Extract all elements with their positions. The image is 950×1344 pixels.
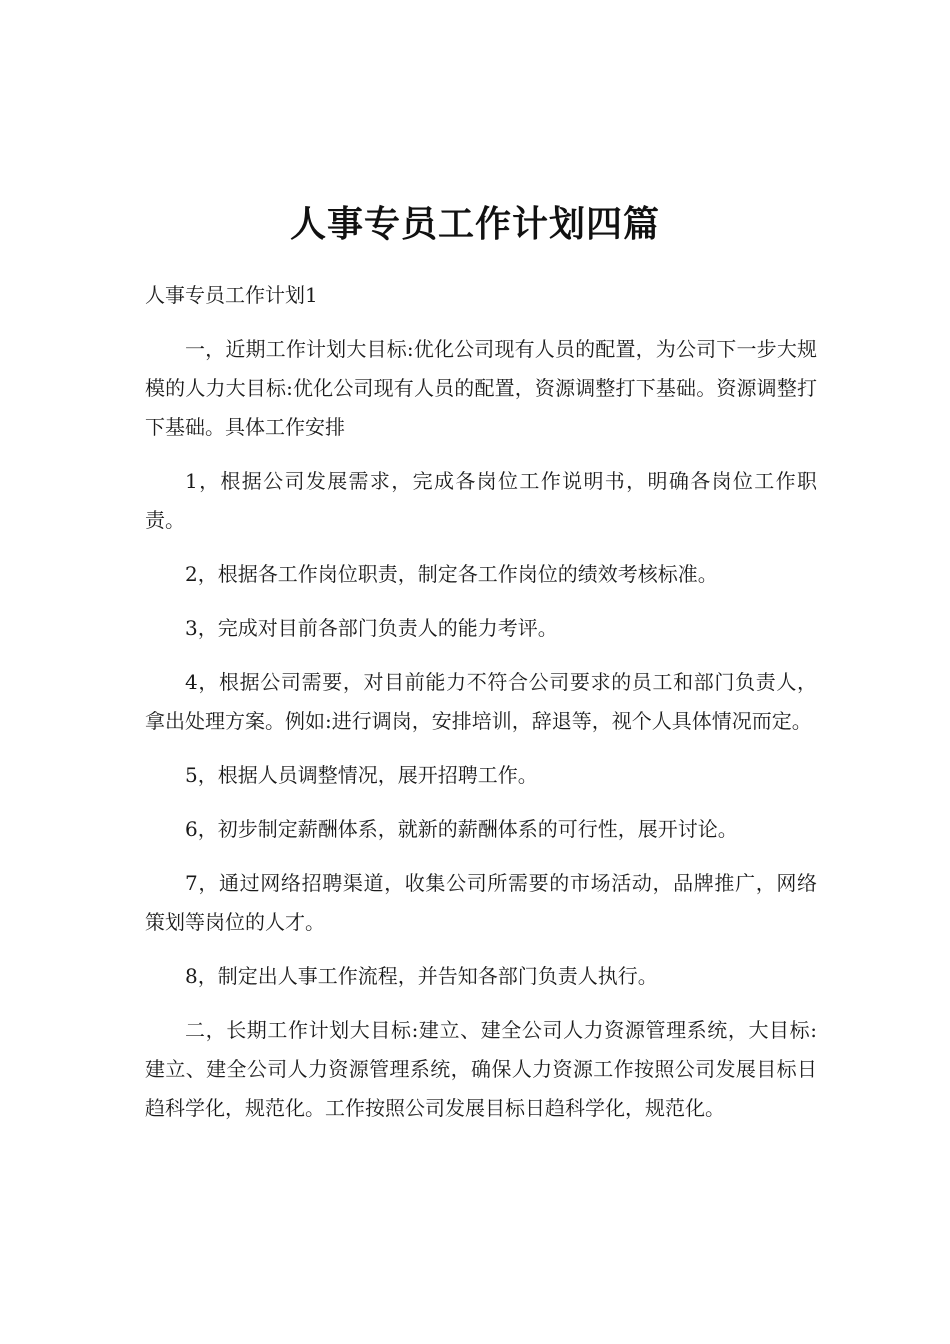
paragraph-3: 2，根据各工作岗位职责，制定各工作岗位的绩效考核标准。 [185,562,718,586]
paragraph-10: 二，长期工作计划大目标:建立、建全公司人力资源管理系统，大目标:建立、建全公司人力资源管理系统，确保人力资源工作按照公司发展目标日趋科学化，规范化。工作按照公司发展目标日趋科学化，规范化。 [145,1018,817,1120]
paragraph-9: 8，制定出人事工作流程，并告知各部门负责人执行。 [185,964,658,988]
paragraph-6: 5，根据人员调整情况，展开招聘工作。 [185,763,538,787]
paragraph-2: 1，根据公司发展需求，完成各岗位工作说明书，明确各岗位工作职责。 [145,469,817,532]
paragraph-1: 一，近期工作计划大目标:优化公司现有人员的配置，为公司下一步大规模的人力大目标:优化公司现有人员的配置，资源调整打下基础。资源调整打下基础。具体工作安排 [145,337,817,439]
paragraph-5: 4，根据公司需要，对目前能力不符合公司要求的员工和部门负责人，拿出处理方案。例如:进行调岗，安排培训，辞退等，视个人具体情况而定。 [145,670,817,733]
section-subtitle: 人事专员工作计划1 [145,283,318,307]
paragraph-7: 6，初步制定薪酬体系，就新的薪酬体系的可行性，展开讨论。 [185,817,738,841]
document-body [145,276,817,1143]
paragraph-4: 3，完成对目前各部门负责人的能力考评。 [185,616,558,640]
document-title: 人事专员工作计划四篇 [289,204,660,245]
paragraph-8: 7，通过网络招聘渠道，收集公司所需要的市场活动，品牌推广，网络策划等岗位的人才。 [145,871,817,934]
